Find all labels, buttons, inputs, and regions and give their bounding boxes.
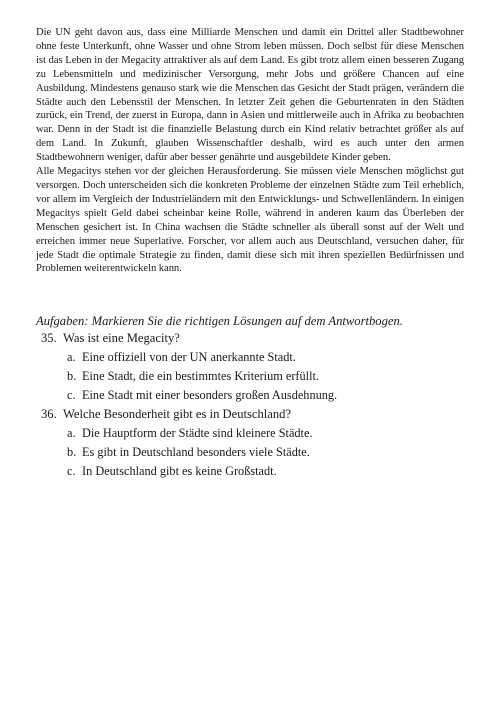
question-text: Was ist eine Megacity? (63, 331, 180, 345)
question-36-option-a[interactable] (67, 425, 313, 441)
question-text: Welche Besonderheit gibt es in Deutschland? (63, 407, 292, 421)
option-label: c. (67, 464, 76, 478)
option-text: In Deutschland gibt es keine Großstadt. (82, 464, 277, 478)
option-text: Es gibt in Deutschland besonders viele Städte. (82, 445, 310, 459)
reading-passage (36, 26, 464, 276)
passage-paragraph-2: Alle Megacitys stehen vor der gleichen Herausforderung. Sie müssen viele Menschen möglichst gut versorgen. Doch unterscheiden sich die konkreten Probleme der einzelnen Städte zum Teil erheblich, vor allem im Vergleich der Industrieländern mit den Entwicklungs- und Schwellenländern. In einigen Megacitys spielt Geld dabei scheinbar keine Rolle, während in anderen kaum das Überleben der Menschen gesichert ist. In China wachsen die Städte schneller als überall sonst auf der Welt und erreichen immer neue Superlative. Forscher, vor allem auch aus Deutschland, versuchen daher, für jede Stadt die optimale Strategie zu finden, damit diese sich mit ihren speziellen Bedürfnissen und Problemen weiterentwickeln kann. (36, 166, 464, 275)
question-36 (41, 406, 291, 422)
option-label: a. (67, 350, 76, 364)
option-label: b. (67, 369, 77, 383)
option-text: Eine Stadt mit einer besonders großen Ausdehnung. (82, 388, 338, 402)
option-text: Eine Stadt, die ein bestimmtes Kriterium erfüllt. (82, 369, 320, 383)
option-label: b. (67, 445, 77, 459)
option-text: Eine offiziell von der UN anerkannte Stadt. (82, 350, 296, 364)
question-35 (41, 330, 180, 346)
question-35-option-b[interactable] (67, 368, 319, 384)
option-label: a. (67, 426, 76, 440)
question-36-option-c[interactable] (67, 463, 277, 479)
question-35-option-a[interactable] (67, 349, 296, 365)
question-number: 35. (41, 331, 57, 345)
passage-paragraph-1: Die UN geht davon aus, dass eine Milliarde Menschen und damit ein Drittel aller Stadtbewohner ohne feste Unterkunft, ohne Wasser und ohne Strom leben müssen. Doch selbst für diese Menschen ist das Leben in der Megacity attraktiver als auf dem Land. Es gibt trotz allem einen besseren Zugang zu Lebensmitteln und medizinischer Versorgung, mehr Jobs und größere Chancen auf eine Ausbildung. Mindestens genauso stark wie die Menschen das Gesicht der Stadt prägen, verändern die Städte auch den Lebensstil der Menschen. In letzter Zeit gehen die Geburtenraten in den Städten zurück, ein Trend, der zuerst in Europa, dann in Asien und mittlerweile auch in Afrika zu beobachten war. Denn in der Stadt ist die finanzielle Belastung durch ein Kind relativ betrachtet größer als auf dem Land. In Zukunft, glauben Wissenschaftler deshalb, wird es auch unter den armen Stadtbewohnern weniger, dafür aber besser genährte und ausgebildete Kinder geben. (36, 27, 464, 164)
option-text: Die Hauptform der Städte sind kleinere Städte. (82, 426, 313, 440)
task-instructions: Aufgaben: Markieren Sie die richtigen Lösungen auf dem Antwortbogen. (36, 314, 403, 328)
option-label: c. (67, 388, 76, 402)
question-35-option-c[interactable] (67, 387, 337, 403)
question-number: 36. (41, 407, 57, 421)
question-36-option-b[interactable] (67, 444, 310, 460)
